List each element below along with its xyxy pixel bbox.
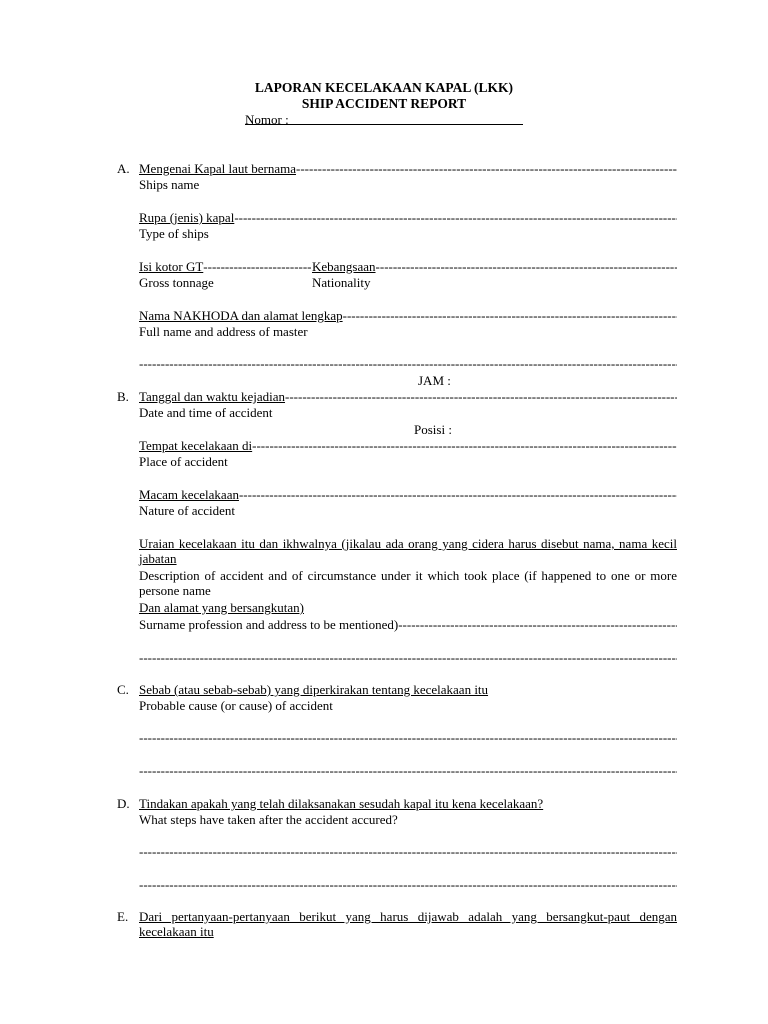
nomor-underline[interactable] [245,124,523,125]
steps-label: Tindakan apakah yang telah dilaksanakan sesudah kapal itu kena kecelakaan? [139,796,544,811]
ship-name-label-en: Ships name [139,177,200,192]
gt-field[interactable] [203,259,312,274]
report-subtitle: SHIP ACCIDENT REPORT [301,96,467,111]
description-label: Uraian kecelakaan itu dan ikhwalnya (jikalau ada orang yang cidera harus disebut nama, nama kecil jabatan [139,536,677,566]
gt-label-en: Gross tonnage [139,275,214,290]
nationality-row [312,259,677,274]
nature-field[interactable] [239,487,677,502]
ship-type-label-en: Type of ships [139,226,209,241]
nature-row [139,487,677,502]
steps-line-1[interactable] [139,844,677,859]
section-a-marker: A. [117,161,130,176]
ship-type-label: Rupa (jenis) kapal [139,210,235,225]
ship-type-row [139,210,677,225]
description-line[interactable] [139,650,677,665]
cause-line-1[interactable] [139,730,677,745]
place-row [139,438,677,453]
date-label-en: Date and time of accident [139,405,273,420]
date-row [139,389,677,404]
date-label: Tanggal dan waktu kejadian [139,389,286,404]
address-field[interactable] [398,617,677,632]
nature-label: Macam kecelakaan [139,487,239,502]
report-title: LAPORAN KECELAKAAN KAPAL (LKK) [254,80,514,95]
address-label: Dan alamat yang bersangkutan) [139,600,304,615]
place-label-en: Place of accident [139,454,228,469]
nature-label-en: Nature of accident [139,503,236,518]
nationality-label-en: Nationality [312,275,371,290]
questions-label: Dari pertanyaan-pertanyaan berikut yang harus dijawab adalah yang bersangkut-paut dengan kecelakaan itu [139,909,677,939]
master-label-en: Full name and address of master [139,324,308,339]
steps-label-en: What steps have taken after the accident accured? [139,812,398,827]
description-label-en: Description of accident and of circumstance under it which took place (if happened to one or more persone name [139,568,677,598]
master-row [139,308,677,323]
section-b-marker: B. [117,389,129,404]
master-label: Nama NAKHODA dan alamat lengkap [139,308,343,323]
cause-label-en: Probable cause (or cause) of accident [139,698,333,713]
cause-label: Sebab (atau sebab-sebab) yang diperkirakan tentang kecelakaan itu [139,682,489,697]
nationality-label: Kebangsaan [312,259,376,274]
place-field[interactable] [252,438,677,453]
jam-label: JAM : [418,373,451,388]
steps-line-2[interactable] [139,877,677,892]
posisi-label: Posisi : [414,422,452,437]
nomor-label: Nomor : [245,112,289,127]
master-field[interactable] [343,308,677,323]
section-c-marker: C. [117,682,129,697]
master-address-line[interactable] [139,356,677,371]
section-d-marker: D. [117,796,130,811]
gt-row [139,259,312,274]
place-label: Tempat kecelakaan di [139,438,253,453]
nationality-field[interactable] [376,259,677,274]
cause-line-2[interactable] [139,763,677,778]
address-row [139,617,677,632]
ship-type-field[interactable] [234,210,677,225]
ship-name-label: Mengenai Kapal laut bernama [139,161,297,176]
section-e-marker: E. [117,909,129,924]
address-label-en: Surname profession and address to be mentioned) [139,617,399,632]
ship-name-field[interactable] [296,161,677,176]
ship-name-row [139,161,677,176]
date-field[interactable] [285,389,677,404]
gt-label: Isi kotor GT [139,259,204,274]
